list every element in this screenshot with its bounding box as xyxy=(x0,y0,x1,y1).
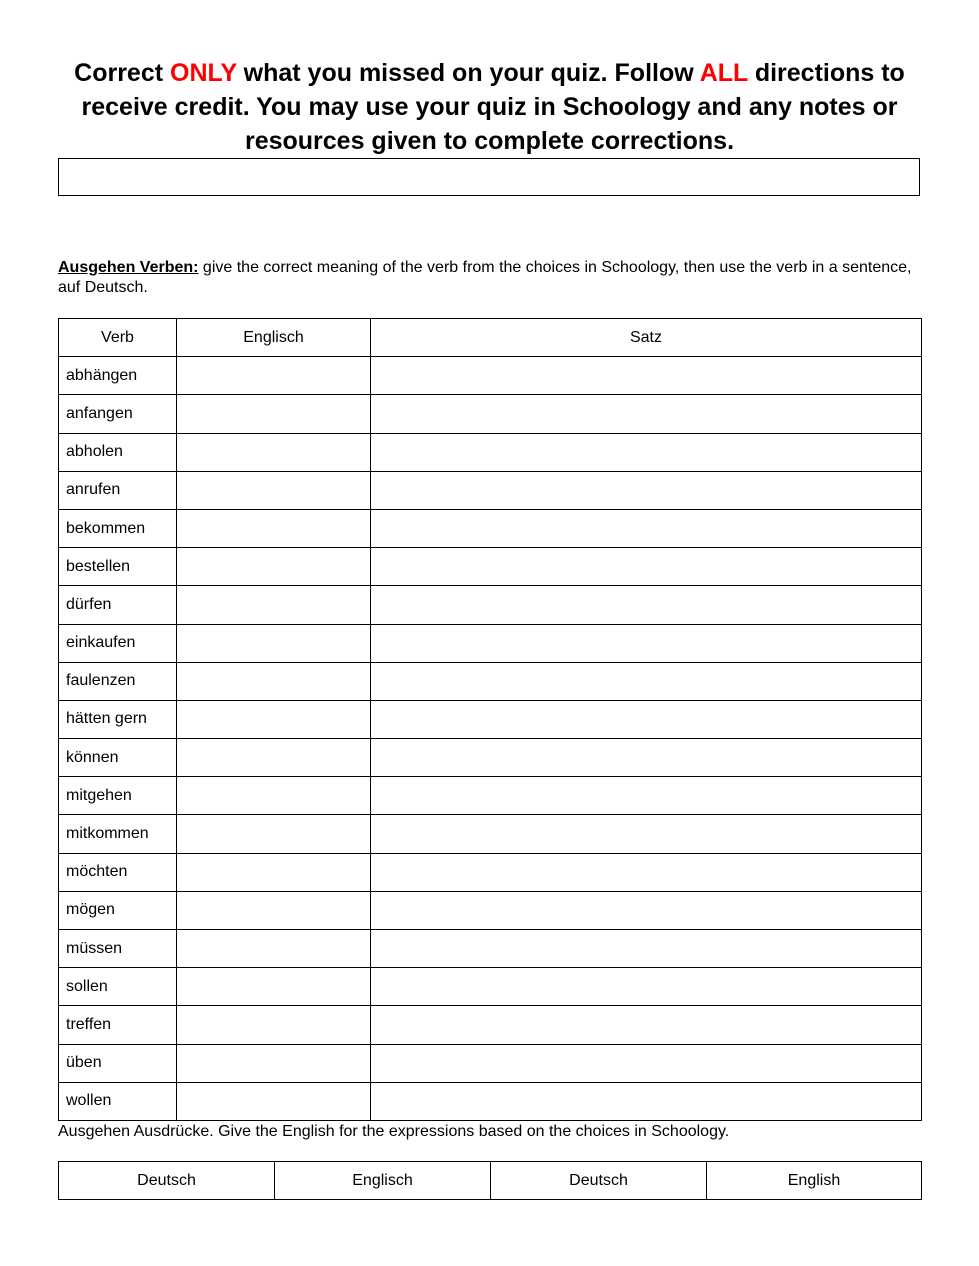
satz-answer-cell[interactable] xyxy=(371,471,922,509)
verbs-table-body xyxy=(59,357,922,1121)
englisch-answer-cell[interactable] xyxy=(177,586,371,624)
table-row xyxy=(59,395,922,433)
table-row xyxy=(59,891,922,929)
satz-answer-cell[interactable] xyxy=(371,815,922,853)
table-row xyxy=(59,1044,922,1082)
verb-cell: anrufen xyxy=(59,471,177,509)
satz-answer-cell[interactable] xyxy=(371,624,922,662)
satz-answer-cell[interactable] xyxy=(371,1082,922,1120)
table-row xyxy=(59,548,922,586)
englisch-answer-cell[interactable] xyxy=(177,700,371,738)
verb-cell: möchten xyxy=(59,853,177,891)
englisch-answer-cell[interactable] xyxy=(177,891,371,929)
table-row xyxy=(59,509,922,547)
englisch-answer-cell[interactable] xyxy=(177,395,371,433)
englisch-answer-cell[interactable] xyxy=(177,968,371,1006)
table-row xyxy=(59,1082,922,1120)
expressions-header-row xyxy=(59,1162,922,1200)
table-row xyxy=(59,968,922,1006)
satz-answer-cell[interactable] xyxy=(371,700,922,738)
table-row xyxy=(59,624,922,662)
satz-answer-cell[interactable] xyxy=(371,968,922,1006)
satz-answer-cell[interactable] xyxy=(371,433,922,471)
table-row xyxy=(59,777,922,815)
verb-cell: anfangen xyxy=(59,395,177,433)
table-row xyxy=(59,739,922,777)
expressions-instructions: Ausgehen Ausdrücke. Give the English for the expressions based on the choices in Schoology. xyxy=(58,1123,730,1140)
table-row xyxy=(59,662,922,700)
verbs-section-label: Ausgehen Verben: xyxy=(58,259,199,276)
title-only-emphasis: ONLY xyxy=(170,59,237,87)
verb-cell: hätten gern xyxy=(59,700,177,738)
title-all-emphasis: ALL xyxy=(699,59,748,87)
verbs-table xyxy=(58,318,922,1121)
englisch-answer-cell[interactable] xyxy=(177,930,371,968)
satz-answer-cell[interactable] xyxy=(371,509,922,547)
table-row xyxy=(59,433,922,471)
englisch-answer-cell[interactable] xyxy=(177,1044,371,1082)
title-part-2: what you missed on your quiz. Follow xyxy=(236,59,700,87)
satz-answer-cell[interactable] xyxy=(371,891,922,929)
satz-answer-cell[interactable] xyxy=(371,586,922,624)
englisch-answer-cell[interactable] xyxy=(177,815,371,853)
column-header-english-4: English xyxy=(707,1162,922,1200)
table-row xyxy=(59,700,922,738)
title-part-3: directions to receive credit. You may use your quiz in Schoology and any notes or resources given to complete corrections. xyxy=(81,59,905,155)
satz-answer-cell[interactable] xyxy=(371,395,922,433)
table-row xyxy=(59,815,922,853)
verb-cell: wollen xyxy=(59,1082,177,1120)
satz-answer-cell[interactable] xyxy=(371,853,922,891)
englisch-answer-cell[interactable] xyxy=(177,739,371,777)
column-header-deutsch-3: Deutsch xyxy=(491,1162,707,1200)
table-row xyxy=(59,471,922,509)
satz-answer-cell[interactable] xyxy=(371,1044,922,1082)
satz-answer-cell[interactable] xyxy=(371,930,922,968)
satz-answer-cell[interactable] xyxy=(371,1006,922,1044)
englisch-answer-cell[interactable] xyxy=(177,357,371,395)
verb-cell: mögen xyxy=(59,891,177,929)
verb-cell: treffen xyxy=(59,1006,177,1044)
verb-cell: sollen xyxy=(59,968,177,1006)
verb-cell: abhängen xyxy=(59,357,177,395)
verb-cell: können xyxy=(59,739,177,777)
verb-cell: faulenzen xyxy=(59,662,177,700)
table-row xyxy=(59,930,922,968)
englisch-answer-cell[interactable] xyxy=(177,471,371,509)
expressions-table xyxy=(58,1161,922,1200)
verbs-instructions xyxy=(58,258,928,298)
englisch-answer-cell[interactable] xyxy=(177,1006,371,1044)
satz-answer-cell[interactable] xyxy=(371,662,922,700)
table-row xyxy=(59,586,922,624)
verb-cell: üben xyxy=(59,1044,177,1082)
column-header-satz: Satz xyxy=(371,319,922,357)
name-entry-box[interactable] xyxy=(58,158,920,196)
satz-answer-cell[interactable] xyxy=(371,357,922,395)
verb-cell: mitkommen xyxy=(59,815,177,853)
verbs-header-row xyxy=(59,319,922,357)
verb-cell: einkaufen xyxy=(59,624,177,662)
englisch-answer-cell[interactable] xyxy=(177,509,371,547)
column-header-deutsch-1: Deutsch xyxy=(59,1162,275,1200)
title-part-1: Correct xyxy=(74,59,171,87)
table-row xyxy=(59,853,922,891)
englisch-answer-cell[interactable] xyxy=(177,548,371,586)
satz-answer-cell[interactable] xyxy=(371,739,922,777)
englisch-answer-cell[interactable] xyxy=(177,624,371,662)
page-title xyxy=(40,56,939,158)
verb-cell: abholen xyxy=(59,433,177,471)
table-row xyxy=(59,1006,922,1044)
verb-cell: dürfen xyxy=(59,586,177,624)
column-header-englisch: Englisch xyxy=(177,319,371,357)
verb-cell: bekommen xyxy=(59,509,177,547)
verb-cell: bestellen xyxy=(59,548,177,586)
table-row xyxy=(59,357,922,395)
verbs-instruction-text: give the correct meaning of the verb from the choices in Schoology, then use the verb in a sentence, auf Deutsch. xyxy=(58,259,912,296)
column-header-englisch-2: Englisch xyxy=(275,1162,491,1200)
verb-cell: müssen xyxy=(59,930,177,968)
englisch-answer-cell[interactable] xyxy=(177,777,371,815)
englisch-answer-cell[interactable] xyxy=(177,853,371,891)
column-header-verb: Verb xyxy=(59,319,177,357)
satz-answer-cell[interactable] xyxy=(371,548,922,586)
englisch-answer-cell[interactable] xyxy=(177,1082,371,1120)
satz-answer-cell[interactable] xyxy=(371,777,922,815)
englisch-answer-cell[interactable] xyxy=(177,433,371,471)
englisch-answer-cell[interactable] xyxy=(177,662,371,700)
verb-cell: mitgehen xyxy=(59,777,177,815)
